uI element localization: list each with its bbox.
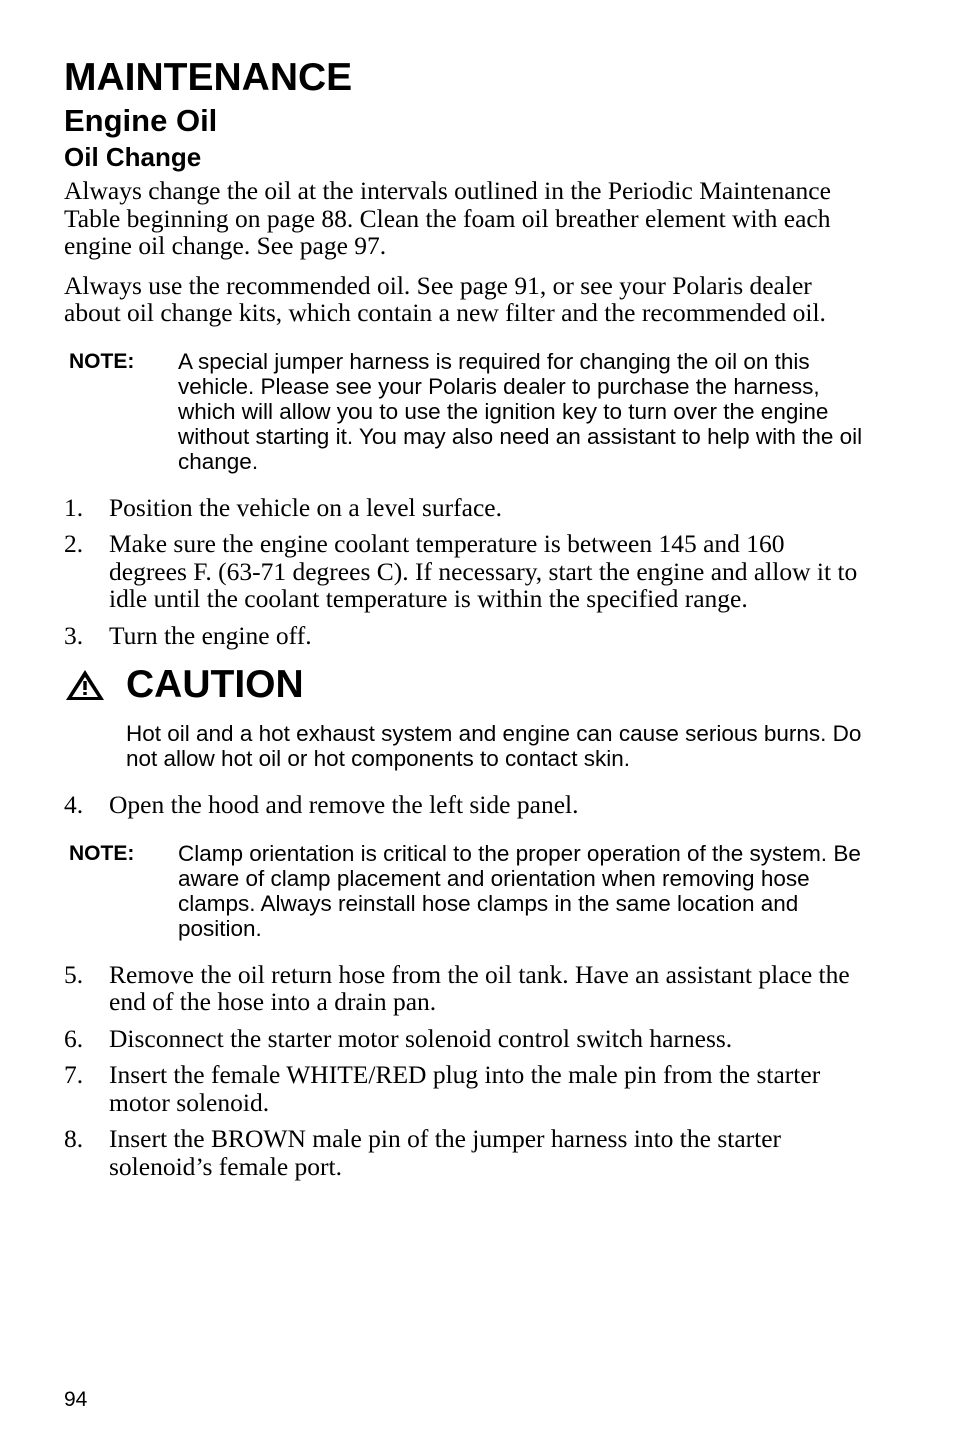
step-text: Turn the engine off. bbox=[109, 620, 312, 650]
caution-header bbox=[64, 663, 864, 707]
step-number: 1. bbox=[64, 492, 84, 522]
page-title: Engine Oil bbox=[64, 103, 218, 138]
step-text: Insert the BROWN male pin of the jumper harness into the starter solenoid’s female port. bbox=[109, 1124, 782, 1181]
step-number: 7. bbox=[64, 1060, 84, 1089]
warning-triangle-icon bbox=[64, 668, 106, 702]
list-item bbox=[64, 791, 864, 819]
list-item bbox=[64, 530, 864, 613]
list-item bbox=[64, 1025, 864, 1053]
note-text: A special jumper harness is required for changing the oil on this vehicle. Please see your Polaris dealer to purchase the harness, which will allow you to use the ignition key to turn over the engine without starting it. You may also need an assistant to help with the oil change. bbox=[178, 348, 863, 474]
note-clamp-orientation bbox=[64, 841, 864, 941]
step-text: Remove the oil return hose from the oil tank. Have an assistant place the end of the hose into a drain pan. bbox=[109, 959, 850, 1016]
intro-paragraph: Always change the oil at the intervals outlined in the Periodic Maintenance Table beginning on page 88. Clean the foam oil breather element with each engine oil change. See page 97. bbox=[64, 176, 831, 260]
page-number: 94 bbox=[64, 1388, 88, 1411]
list-item bbox=[64, 961, 864, 1016]
step-number: 6. bbox=[64, 1023, 84, 1053]
note-jumper-harness bbox=[64, 349, 864, 474]
step-text: Insert the female WHITE/RED plug into the male pin from the starter motor solenoid. bbox=[109, 1060, 821, 1117]
note-text: Clamp orientation is critical to the proper operation of the system. Be aware of clamp placement and orientation when removing hose clamps. Always reinstall hose clamps in the same location and position. bbox=[178, 840, 861, 941]
note-label: NOTE: bbox=[69, 841, 135, 865]
steps-list-a bbox=[64, 494, 864, 650]
manual-page bbox=[64, 55, 864, 1189]
list-item bbox=[64, 494, 864, 522]
step-text: Disconnect the starter motor solenoid control switch harness. bbox=[109, 1023, 733, 1053]
step-number: 2. bbox=[64, 529, 84, 558]
caution-title: CAUTION bbox=[126, 663, 304, 706]
step-text: Position the vehicle on a level surface. bbox=[109, 492, 502, 522]
list-item bbox=[64, 1125, 864, 1180]
step-text: Open the hood and remove the left side panel. bbox=[109, 790, 579, 819]
caution-text: Hot oil and a hot exhaust system and engine can cause serious burns. Do not allow hot oil or hot components to contact skin. bbox=[126, 721, 862, 771]
list-item bbox=[64, 1061, 864, 1116]
steps-list-b bbox=[64, 791, 864, 819]
subsection-title: Oil Change bbox=[64, 142, 202, 172]
step-number: 8. bbox=[64, 1124, 84, 1153]
step-number: 5. bbox=[64, 959, 84, 989]
note-label: NOTE: bbox=[69, 349, 135, 373]
step-text: Make sure the engine coolant temperature is between 145 and 160 degrees F. (63-71 degrees C). If necessary, start the engine and allow it to idle until the coolant temperature is within the specified range. bbox=[109, 529, 858, 613]
list-item bbox=[64, 622, 864, 650]
step-number: 3. bbox=[64, 620, 84, 650]
caution-box bbox=[64, 663, 864, 771]
step-number: 4. bbox=[64, 790, 84, 819]
section-title: MAINTENANCE bbox=[64, 56, 353, 99]
steps-list-c bbox=[64, 961, 864, 1181]
oil-paragraph: Always use the recommended oil. See page 91, or see your Polaris dealer about oil change kits, which contain a new filter and the recommended oil. bbox=[64, 270, 826, 327]
